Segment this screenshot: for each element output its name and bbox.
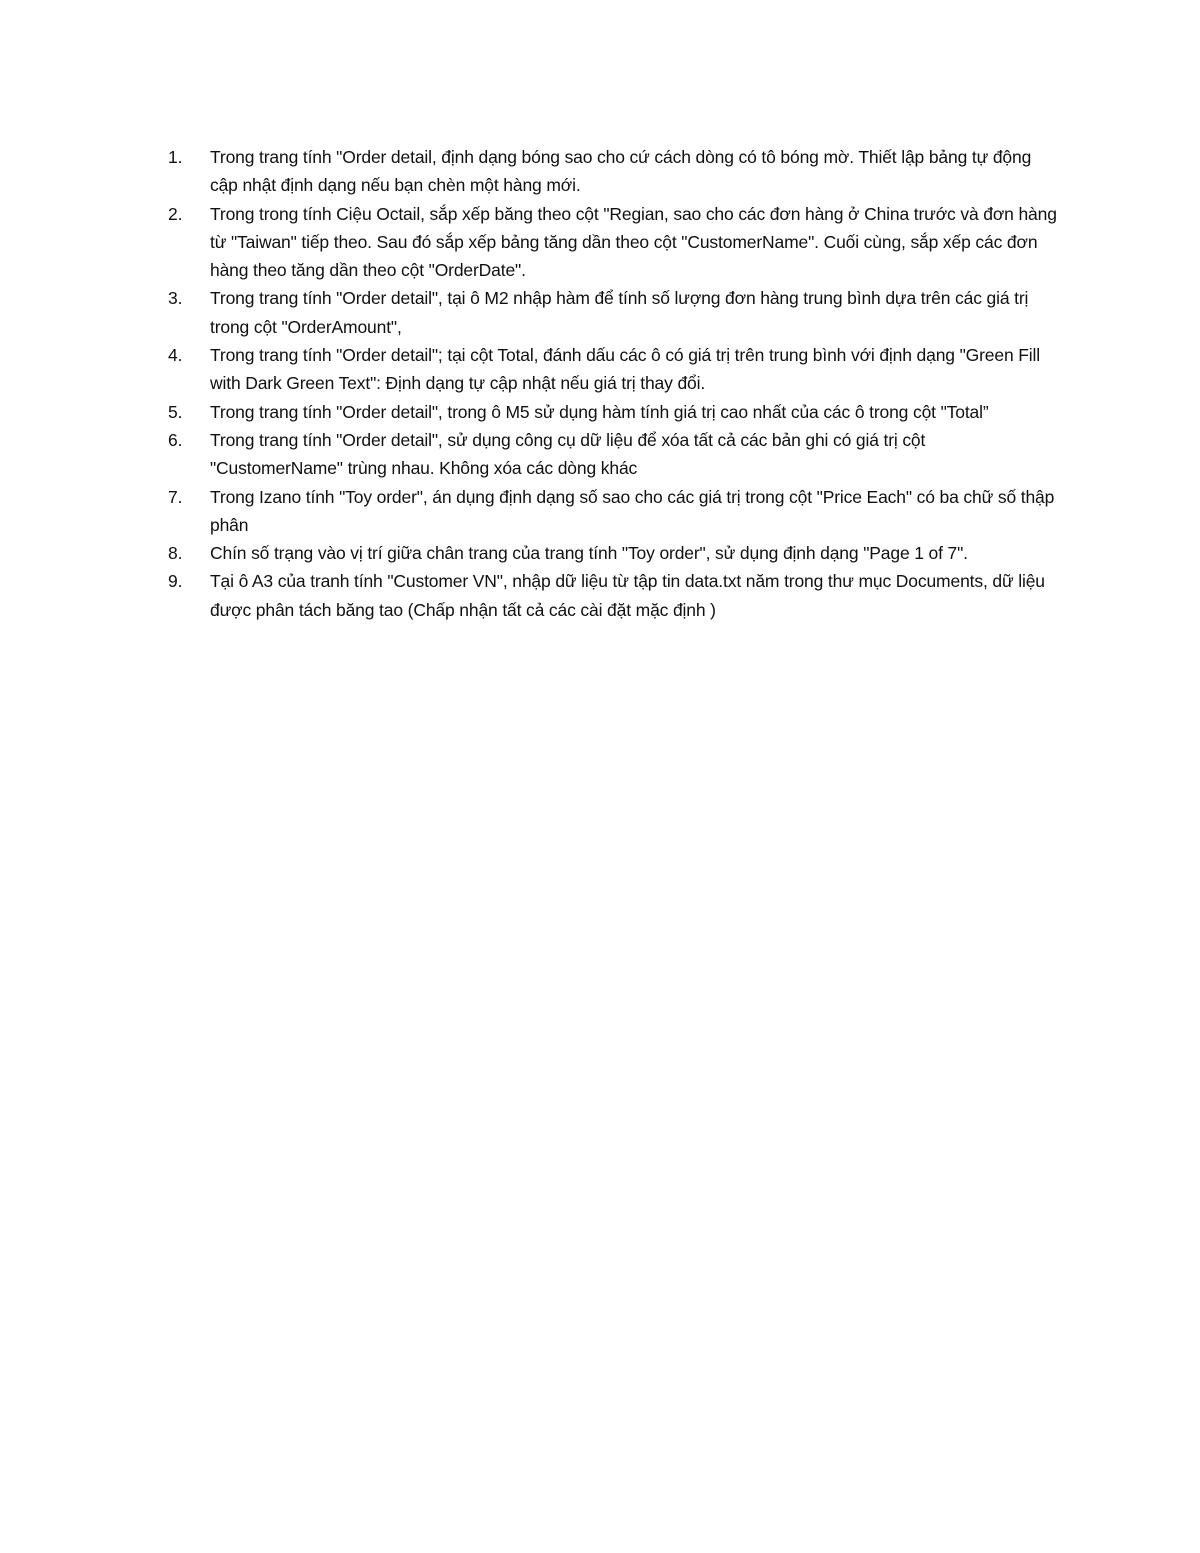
list-number: 2. [168,203,183,224]
list-number: 1. [168,147,183,167]
list-item [168,539,1058,567]
list-number: 6. [168,429,183,450]
list-number: 3. [168,288,183,309]
list-number: 7. [168,486,183,507]
list-number: 8. [168,543,183,564]
list-text: Tại ô A3 của tranh tính "Customer VN", nhập dữ liệu từ tập tin data.txt năm trong thư mục Documents, dữ liệu được phân tách băng tao (Chấp nhận tất cả các cài đặt mặc định ) [210,571,1045,620]
list-text: Trong trang tính "Order detail, định dạng bóng sao cho cứ cách dòng có tô bóng mờ. Thiết lập bảng tự động cập nhật định dạng nếu bạn chèn một hàng mới. [210,147,1032,196]
list-item [168,341,1058,398]
list-item [168,284,1058,341]
list-item [168,143,1058,200]
list-item [168,398,1058,426]
list-text: Trong trang tính "Order detail", trong ô M5 sử dụng hàm tính giá trị cao nhất của các ô trong cột "Total” [210,401,989,422]
list-item [168,483,1058,540]
list-number: 4. [168,345,183,366]
list-text: Trong trang tính "Order detail", sử dụng công cụ dữ liệu để xóa tất cả các bản ghi có giá trị cột "CustomerName" trùng nhau. Không xóa các dòng khác [210,429,926,479]
list-text: Trong Izano tính "Toy order", án dụng định dạng số sao cho các giá trị trong cột "Price Each" có ba chữ số thập phân [210,486,1055,535]
task-list [168,143,1058,624]
list-text: Trong trang tính "Order detail", tại ô M2 nhập hàm để tính số lượng đơn hàng trung bình dựa trên các giá trị trong cột "OrderAmount", [210,288,1029,337]
list-text: Trong trang tính "Order detail"; tại cột Total, đánh dấu các ô có giá trị trên trung bình với định dạng "Green Fill with Dark Green Text": Định dạng tự cập nhật nếu giá trị thay đổi. [210,345,1040,394]
list-item [168,567,1058,624]
list-number: 5. [168,401,183,422]
list-item [168,426,1058,483]
list-item [168,200,1058,285]
list-number: 9. [168,571,183,592]
list-text: Trong trong tính Ciệu Octail, sắp xếp băng theo cột "Regian, sao cho các đơn hàng ở China trước và đơn hàng từ "Taiwan" tiếp theo. Sau đó sắp xếp bảng tăng dần theo cột "CustomerName". Cuối cùng, sắp xếp các đơn hàng theo tăng dần theo cột "OrderDate". [210,203,1057,281]
list-text: Chín số trạng vào vị trí giữa chân trang của trang tính "Toy order", sử dụng định dạng "Page 1 of 7". [210,543,968,564]
